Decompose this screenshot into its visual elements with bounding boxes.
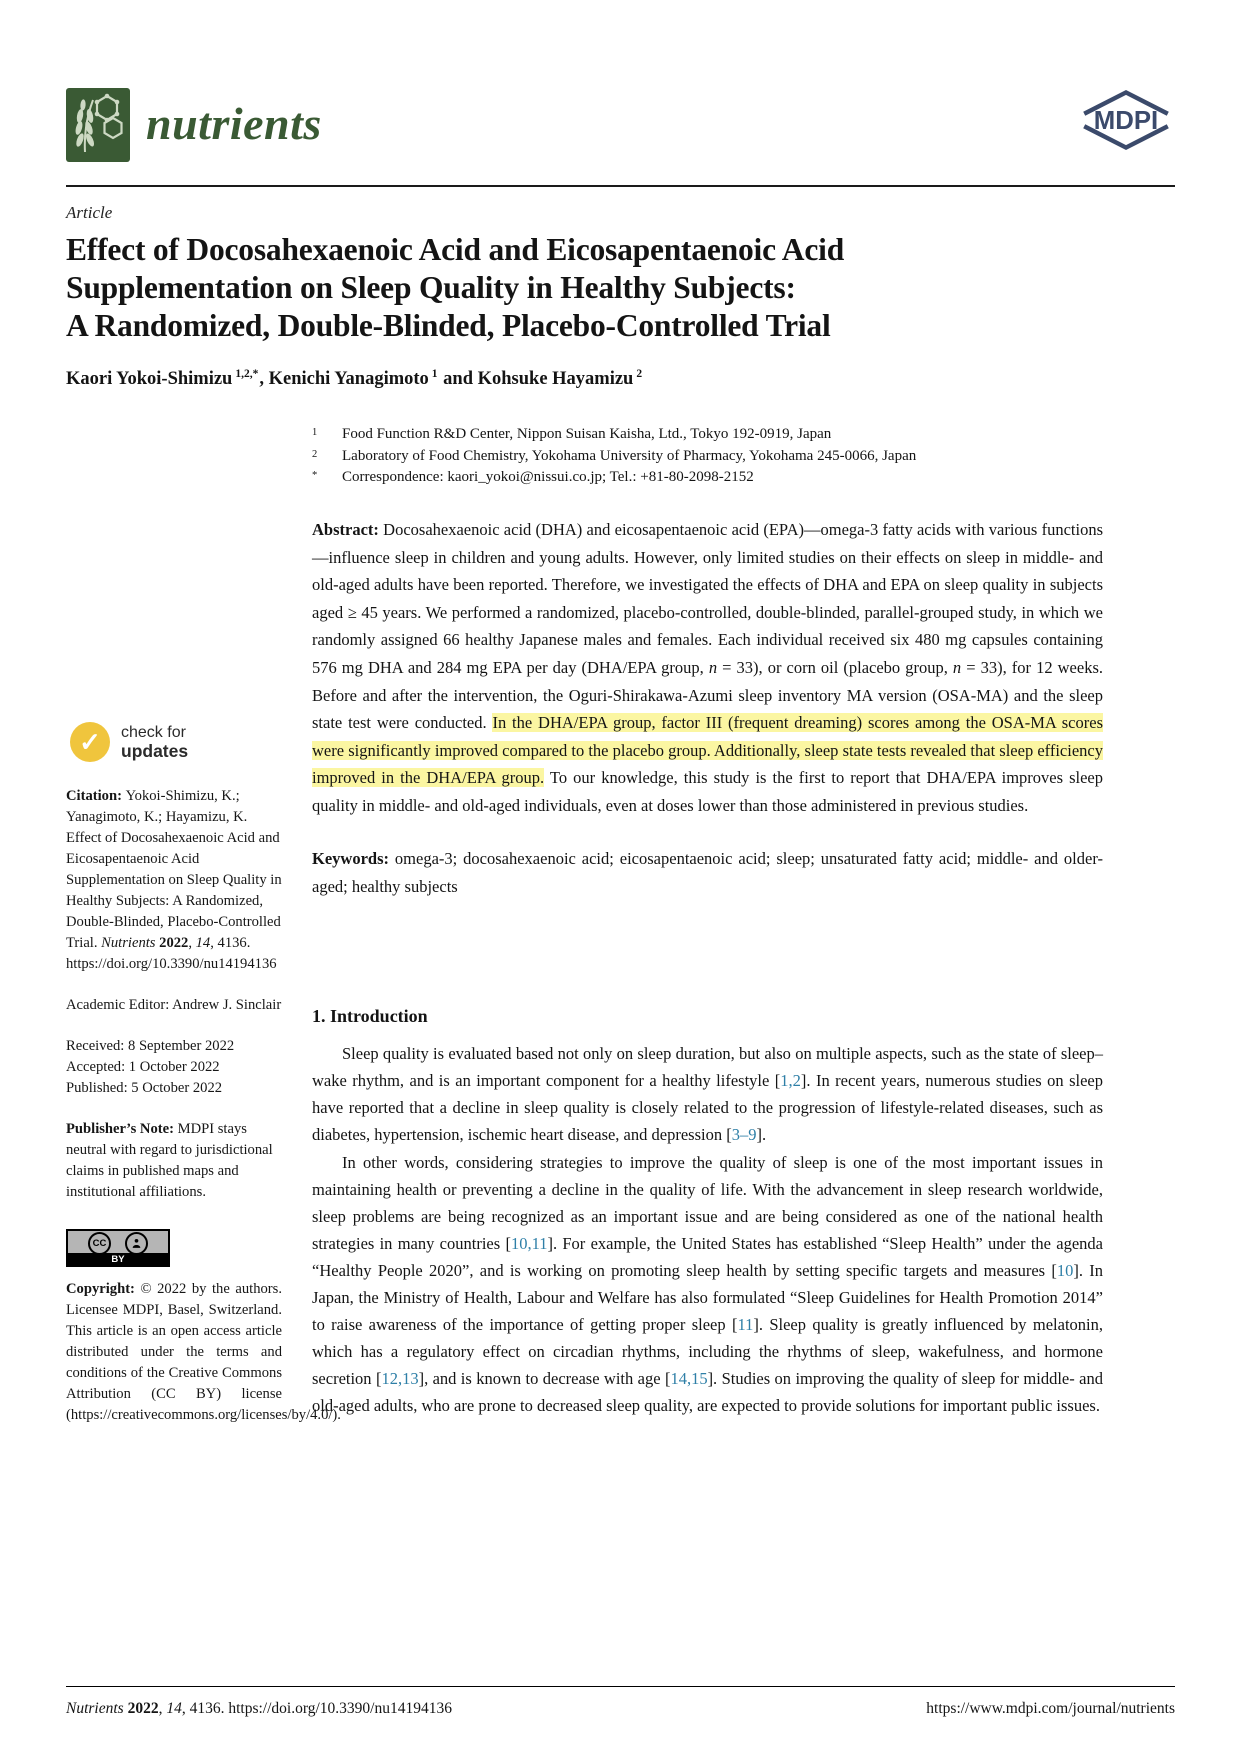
citation-ref-link[interactable]: 12,13 bbox=[381, 1368, 419, 1388]
header-divider bbox=[66, 185, 1175, 187]
affiliation-marker: 2 bbox=[312, 448, 318, 460]
text-segment: omega-3; docosahexaenoic acid; eicosapentaenoic acid; sleep; unsaturated fatty acid; middle- and older-aged; healthy subjects bbox=[312, 849, 1103, 896]
mdpi-logo-icon bbox=[1077, 88, 1175, 157]
text-segment: 14 bbox=[166, 1700, 182, 1717]
copyright-block bbox=[66, 1279, 341, 1426]
text-segment: ]. bbox=[756, 1125, 767, 1145]
citation-ref-link[interactable]: 14,15 bbox=[670, 1368, 708, 1388]
page-header bbox=[66, 88, 1175, 167]
page-title bbox=[66, 231, 1175, 345]
footer-divider bbox=[66, 1686, 1175, 1687]
mdpi-logo-text: MDPI bbox=[1093, 106, 1159, 135]
cc-by-license-badge[interactable] bbox=[66, 1229, 170, 1267]
text-segment: Nutrients bbox=[101, 935, 160, 952]
text-segment: Copyright: bbox=[66, 1281, 141, 1298]
citation-block bbox=[66, 786, 282, 975]
text-segment: 2 bbox=[636, 368, 643, 381]
text-segment: 1 bbox=[431, 368, 438, 381]
citation-ref-link[interactable]: 3–9 bbox=[731, 1125, 757, 1145]
text-segment: Keywords: bbox=[312, 849, 395, 869]
text-segment: Nutrients bbox=[66, 1700, 128, 1717]
citation-ref-link[interactable]: 10,11 bbox=[510, 1233, 548, 1253]
publishers-note-block bbox=[66, 1119, 282, 1203]
journal-wordmark: nutrients bbox=[146, 97, 322, 149]
footer-journal-url[interactable]: https://www.mdpi.com/journal/nutrients bbox=[926, 1700, 1175, 1717]
text-segment: ]. In recent years, numerous studies on sleep have reported that a decline in sleep quality is closely related to the progression of lifestyle-related diseases, such as diabetes, hypertension, ischemic heart disease, and depression [ bbox=[312, 1071, 1103, 1145]
text-segment: In other words, considering strategies to improve the quality of sleep is one of the most important issues in maintaining health or preventing a decline in the quality of life. With the advancement in sleep research worldwide, sleep problems are being recognized as an important issue and are being considered as one of the national health strategies in many countries [ bbox=[312, 1152, 1103, 1253]
text-segment: ], and is known to decrease with age [ bbox=[418, 1368, 671, 1388]
checkmark-icon: ✓ bbox=[70, 722, 110, 762]
left-sidebar bbox=[66, 424, 341, 1426]
text-segment: ]. Studies on improving the quality of sleep for middle- and old-aged adults, who are prone to decreased sleep quality, are expected to provide solutions for important public issues. bbox=[312, 1368, 1103, 1415]
abstract-paragraph bbox=[312, 516, 1103, 819]
keywords-paragraph bbox=[312, 845, 1103, 900]
check-for-updates-badge[interactable] bbox=[70, 722, 282, 762]
affiliation-text: Correspondence: kaori_yokoi@nissui.co.jp; Tel.: +81-80-2098-2152 bbox=[342, 468, 754, 485]
article-type-label: Article bbox=[66, 203, 113, 222]
text-segment: ]. For example, the United States has established “Sleep Health” under the agenda “Healthy People 2020”, and is working on promoting sleep health by setting specific targets and measures [ bbox=[312, 1233, 1103, 1280]
text-segment: 14 bbox=[195, 935, 211, 952]
journal-logo-block bbox=[66, 88, 322, 167]
text-segment: Kaori Yokoi-Shimizu bbox=[66, 369, 233, 390]
intro-paragraph bbox=[312, 1149, 1103, 1419]
authors-line bbox=[66, 369, 1175, 390]
creative-commons-icon bbox=[68, 1232, 168, 1255]
academic-editor-block: Academic Editor: Andrew J. Sinclair bbox=[66, 997, 282, 1014]
cc-circle-icon: CC bbox=[88, 1232, 111, 1255]
published-date: Published: 5 October 2022 bbox=[66, 1080, 223, 1097]
text-segment: 2022 bbox=[159, 935, 189, 952]
content-columns bbox=[66, 424, 1175, 1426]
check-for-updates-label: check for updates bbox=[121, 724, 189, 761]
title-line: A Randomized, Double-Blinded, Placebo-Controlled Trial bbox=[66, 308, 831, 344]
text-segment: , Kenichi Yanagimoto bbox=[259, 369, 429, 390]
text-segment: , bbox=[188, 935, 196, 952]
text-segment: © 2022 by the authors. Licensee MDPI, Basel, Switzerland. This article is an open access article distributed under the terms and conditions of the Creative Commons Attribution (CC BY) license (https://creativecommons.org/licenses/by/4.0/). bbox=[66, 1281, 341, 1424]
text-segment: ]. Sleep quality is greatly influenced by melatonin, which has a regulatory effect on circadian rhythms, including the rhythms of sleep, wakefulness, and hormone secretion [ bbox=[312, 1314, 1103, 1388]
text-segment: n bbox=[952, 657, 962, 677]
text-segment: Abstract: bbox=[312, 520, 384, 540]
page-footer bbox=[66, 1686, 1175, 1718]
affiliation-row bbox=[312, 446, 1103, 467]
footer-citation bbox=[66, 1700, 452, 1718]
text-segment: Publisher’s Note: bbox=[66, 1121, 178, 1138]
text-segment: 1,2,* bbox=[235, 368, 259, 381]
text-segment: , 4136. https://doi.org/10.3390/nu14194136 bbox=[66, 935, 277, 973]
affiliation-text: Food Function R&D Center, Nippon Suisan Kaisha, Ltd., Tokyo 192-0919, Japan bbox=[342, 426, 832, 443]
introduction-paragraphs bbox=[312, 1040, 1103, 1419]
affiliation-marker: * bbox=[312, 469, 318, 481]
text-segment: , bbox=[158, 1700, 167, 1717]
text-segment: = 33), or corn oil (placebo group, bbox=[717, 657, 953, 677]
cc-by-bar: BY bbox=[68, 1253, 168, 1265]
affiliation-row bbox=[312, 424, 1103, 445]
introduction-section bbox=[312, 1006, 1103, 1419]
affiliation-row bbox=[312, 467, 1103, 488]
dates-block bbox=[66, 1036, 282, 1099]
text-segment: Citation: bbox=[66, 788, 126, 805]
text-segment: To our knowledge, this study is the first to report that DHA/EPA improves sleep quality in middle- and old-aged individuals, even at doses lower than those administered in previous studies. bbox=[312, 768, 1104, 815]
text-segment: = 33), for 12 weeks. Before and after the intervention, the Oguri-Shirakawa-Azumi sleep inventory MA version (OSA-MA) and the sleep state test were conducted. bbox=[312, 657, 1104, 733]
intro-paragraph bbox=[312, 1040, 1103, 1148]
accepted-date: Accepted: 1 October 2022 bbox=[66, 1059, 220, 1076]
title-line: Supplementation on Sleep Quality in Healthy Subjects: bbox=[66, 270, 796, 306]
main-column bbox=[312, 424, 1175, 1426]
text-segment: MDPI stays neutral with regard to jurisdictional claims in published maps and institutional affiliations. bbox=[66, 1121, 273, 1201]
title-line: Effect of Docosahexaenoic Acid and Eicosapentaenoic Acid bbox=[66, 232, 845, 267]
citation-ref-link[interactable]: 10 bbox=[1056, 1260, 1074, 1280]
affiliations-block bbox=[312, 424, 1103, 488]
citation-ref-link[interactable]: 1,2 bbox=[780, 1071, 801, 1091]
text-segment: Yokoi-Shimizu, K.; Yanagimoto, K.; Hayamizu, K. Effect of Docosahexaenoic Acid and Eicosapentaenoic Acid Supplementation on Sleep Quality in Healthy Subjects: A Randomized, Double-Blinded, Placebo-Controlled Trial. bbox=[66, 788, 282, 952]
text-segment: and Kohsuke Hayamizu bbox=[438, 369, 634, 390]
citation-ref-link[interactable]: 11 bbox=[737, 1314, 754, 1334]
attribution-person-icon bbox=[125, 1232, 148, 1255]
text-segment: Sleep quality is evaluated based not only on sleep duration, but also on multiple aspects, such as the state of sleep–wake rhythm, and is an important component for a healthy lifestyle [ bbox=[312, 1044, 1103, 1091]
section-heading-introduction: 1. Introduction bbox=[312, 1006, 428, 1027]
text-segment: n bbox=[708, 657, 718, 677]
text-segment: 2022 bbox=[127, 1700, 159, 1717]
text-segment: ]. In Japan, the Ministry of Health, Labour and Welfare has also formulated “Sleep Guidelines for Health Promotion 2014” to raise awareness of the importance of getting proper sleep [ bbox=[312, 1260, 1103, 1334]
affiliation-marker: 1 bbox=[312, 427, 318, 439]
highlighted-text: In the DHA/EPA group, factor III (frequent dreaming) scores among the OSA-MA scores were significantly improved compared to the placebo group. Additionally, sleep state tests revealed that sleep efficiency improved in the DHA/EPA group. bbox=[312, 713, 1103, 788]
text-segment: , 4136. https://doi.org/10.3390/nu14194136 bbox=[181, 1700, 452, 1717]
received-date: Received: 8 September 2022 bbox=[66, 1038, 235, 1055]
text-segment: Docosahexaenoic acid (DHA) and eicosapentaenoic acid (EPA)—omega-3 fatty acids with various functions—influence sleep in children and young adults. However, only limited studies on their effects on sleep in middle- and old-aged adults have been reported. Therefore, we investigated the effects of DHA and EPA on sleep quality in subjects aged ≥ 45 years. We performed a randomized, placebo-controlled, double-blinded, parallel-grouped study, in which we randomly assigned 66 healthy Japanese males and females. Each individual received six 480 mg capsules containing 576 mg DHA and 284 mg EPA per day (DHA/EPA group, bbox=[312, 520, 1103, 677]
nutrients-logo-icon bbox=[66, 88, 130, 167]
affiliation-text: Laboratory of Food Chemistry, Yokohama University of Pharmacy, Yokohama 245-0066, Japan bbox=[342, 447, 917, 464]
